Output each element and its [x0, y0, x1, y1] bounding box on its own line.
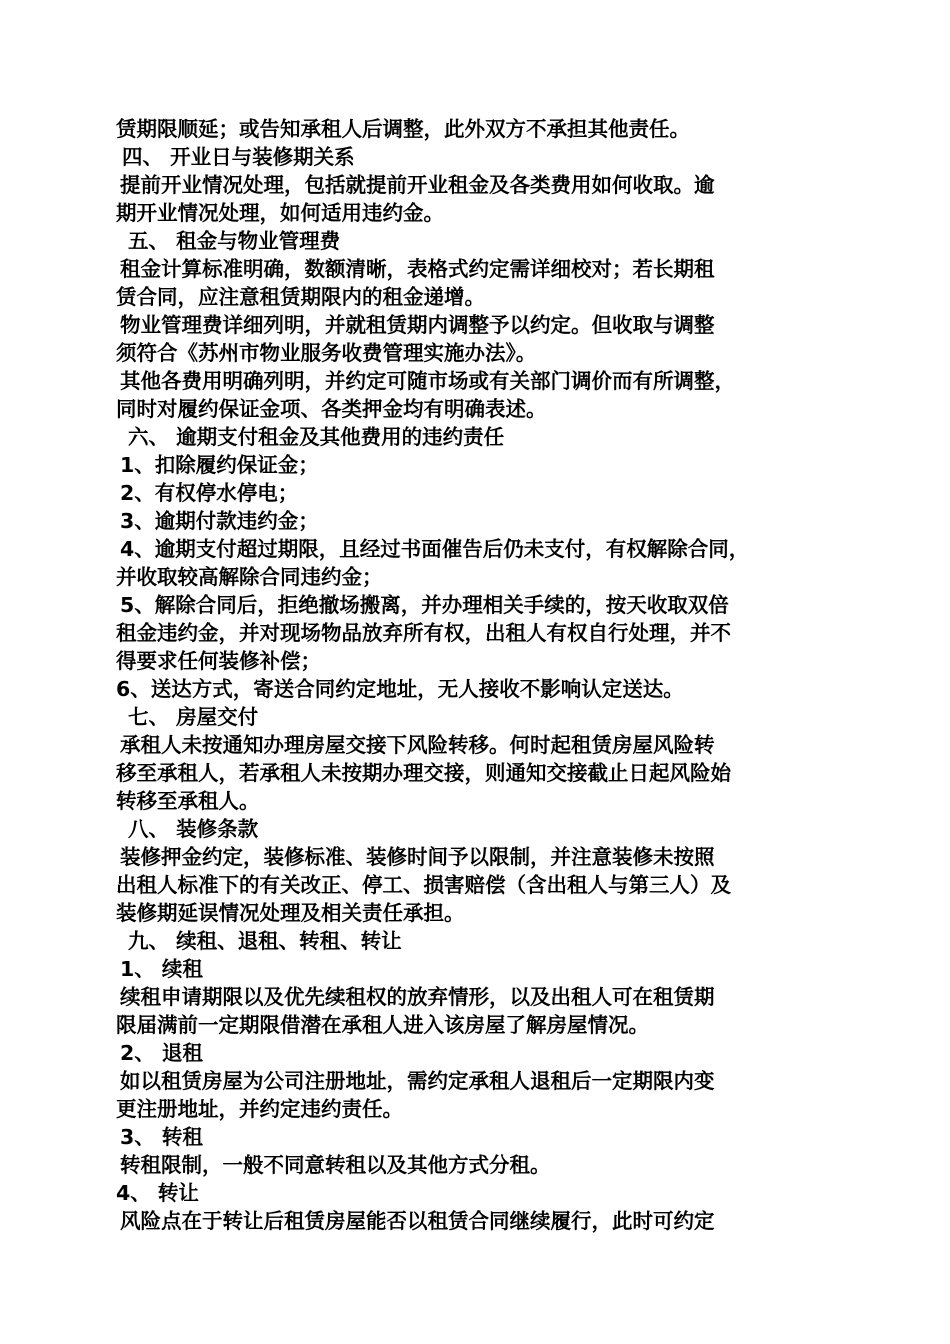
text-line: 续租申请期限以及优先续租权的放弃情形，以及出租人可在租赁期 [120, 985, 715, 1009]
text-line: 承租人未按通知办理房屋交接下风险转移。何时起租赁房屋风险转 [120, 733, 715, 757]
text-line: 赁合同，应注意租赁期限内的租金递增。 [116, 285, 485, 309]
section-heading: 四、 开业日与装修期关系 [122, 145, 355, 169]
list-item: 5、解除合同后，拒绝撤场搬离，并办理相关手续的，按天收取双倍 [120, 593, 729, 617]
list-item: 6、送达方式，寄送合同约定地址，无人接收不影响认定送达。 [116, 677, 684, 701]
text-line: 同时对履约保证金项、各类押金均有明确表述。 [116, 397, 547, 421]
list-item: 4、逾期支付超过期限，且经过书面催告后仍未支付，有权解除合同， [120, 537, 750, 561]
list-item: 3、逾期付款违约金； [120, 509, 319, 533]
subsection-heading: 1、 续租 [120, 957, 203, 981]
section-heading: 五、 租金与物业管理费 [128, 229, 341, 253]
text-line: 租金计算标准明确，数额清晰，表格式约定需详细校对；若长期租 [120, 257, 715, 281]
section-heading: 八、 装修条款 [128, 817, 259, 841]
text-line: 移至承租人，若承租人未按期办理交接，则通知交接截止日起风险始 [116, 761, 731, 785]
text-line: 转移至承租人。 [116, 789, 260, 813]
text-line: 装修期延误情况处理及相关责任承担。 [116, 901, 465, 925]
subsection-heading: 4、 转让 [116, 1181, 199, 1205]
text-line: 如以租赁房屋为公司注册地址，需约定承租人退租后一定期限内变 [120, 1069, 715, 1093]
subsection-heading: 2、 退租 [120, 1041, 203, 1065]
list-item: 2、有权停水停电； [120, 481, 299, 505]
text-line: 提前开业情况处理，包括就提前开业租金及各类费用如何收取。逾 [120, 173, 715, 197]
list-item: 1、扣除履约保证金； [120, 453, 319, 477]
text-line: 转租限制，一般不同意转租以及其他方式分租。 [120, 1153, 551, 1177]
text-line: 更注册地址，并约定违约责任。 [116, 1097, 403, 1121]
text-line: 限届满前一定期限借潜在承租人进入该房屋了解房屋情况。 [116, 1013, 649, 1037]
text-line: 其他各费用明确列明，并约定可随市场或有关部门调价而有所调整， [120, 369, 735, 393]
text-line: 物业管理费详细列明，并就租赁期内调整予以约定。但收取与调整 [120, 313, 715, 337]
section-heading: 七、 房屋交付 [128, 705, 259, 729]
subsection-heading: 3、 转租 [120, 1125, 203, 1149]
text-line: 期开业情况处理，如何适用违约金。 [116, 201, 444, 225]
text-line: 须符合《苏州市物业服务收费管理实施办法》。 [116, 341, 537, 365]
text-line: 出租人标准下的有关改正、停工、损害赔偿（含出租人与第三人）及 [116, 873, 731, 897]
text-line: 风险点在于转让后租赁房屋能否以租赁合同继续履行，此时可约定 [120, 1209, 715, 1233]
text-line: 租金违约金，并对现场物品放弃所有权，出租人有权自行处理，并不 [116, 621, 731, 645]
text-line: 装修押金约定，装修标准、装修时间予以限制，并注意装修未按照 [120, 845, 715, 869]
section-heading: 九、 续租、退租、转租、转让 [128, 929, 402, 953]
text-line: 并收取较高解除合同违约金； [116, 565, 383, 589]
text-line: 赁期限顺延；或告知承租人后调整，此外双方不承担其他责任。 [116, 117, 690, 141]
section-heading: 六、 逾期支付租金及其他费用的违约责任 [128, 425, 505, 449]
text-line: 得要求任何装修补偿； [116, 649, 321, 673]
